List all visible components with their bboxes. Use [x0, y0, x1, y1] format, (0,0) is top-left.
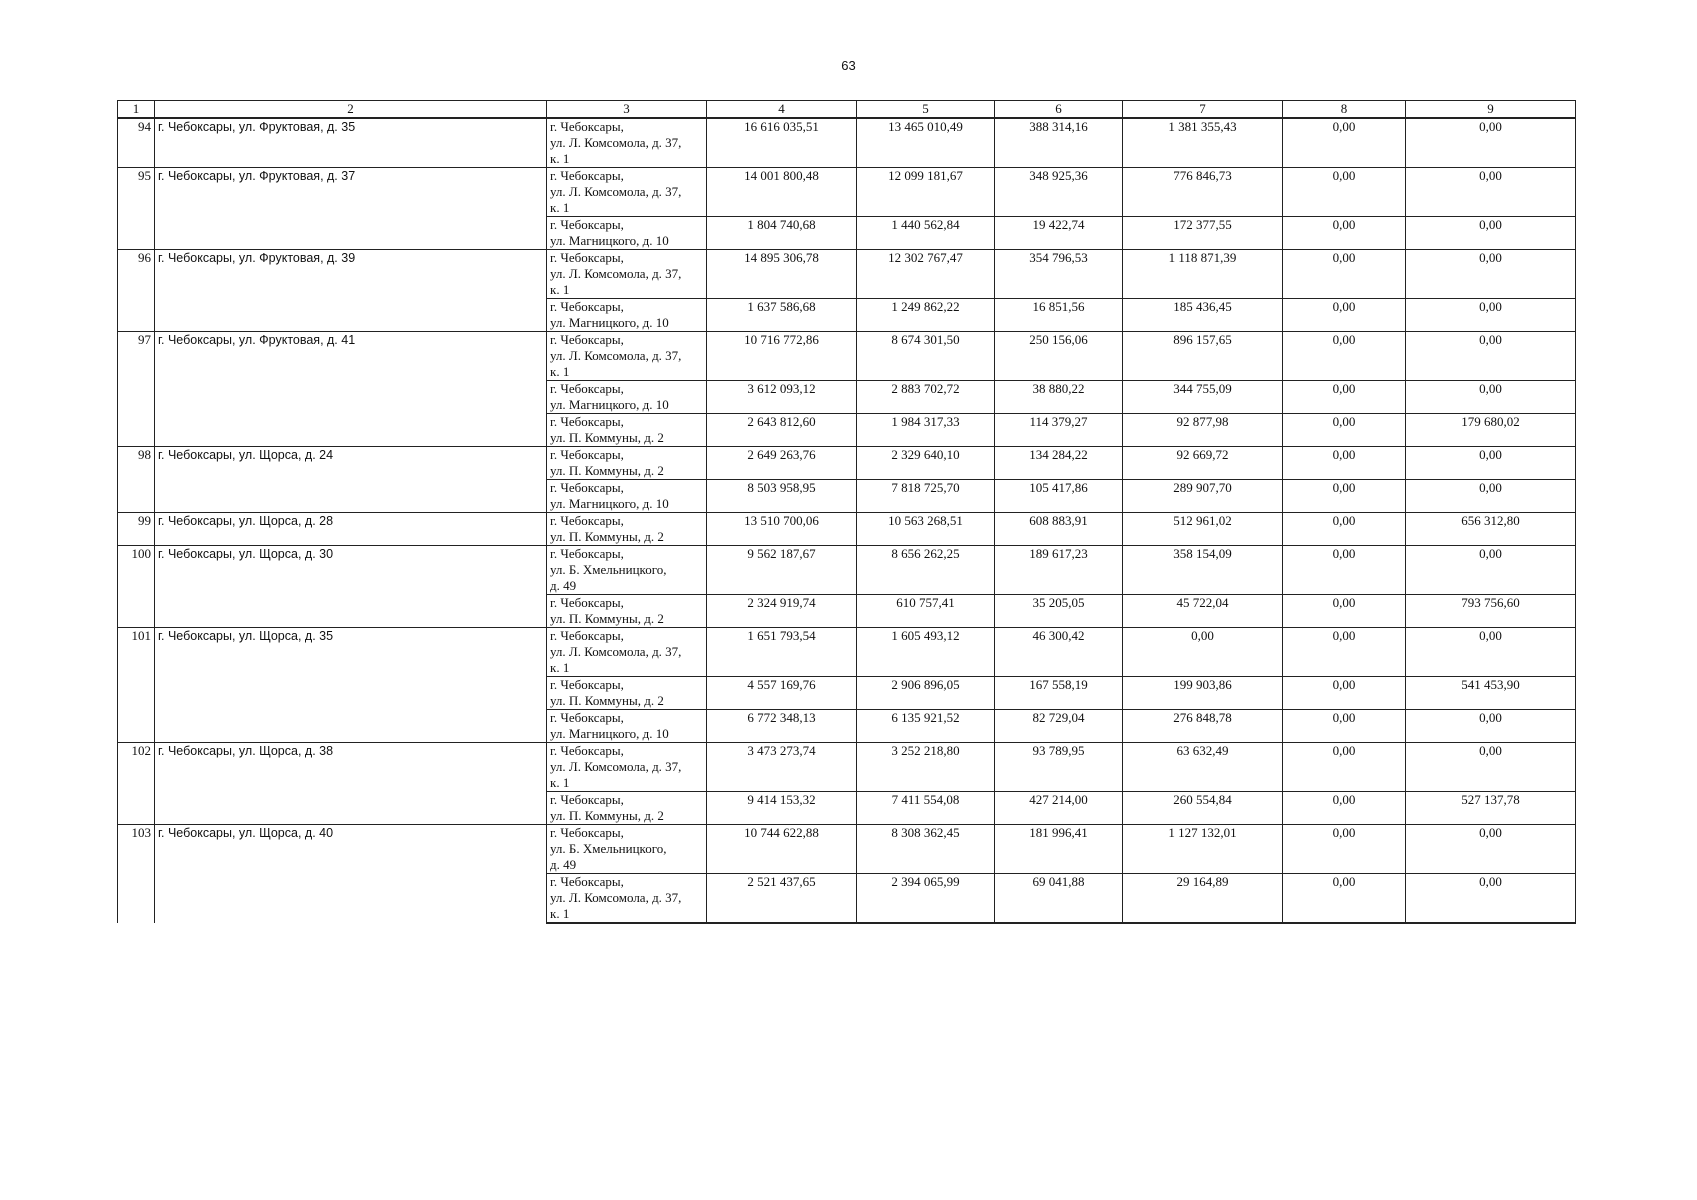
source-address-cell [547, 513, 707, 546]
value-cell-9: 0,00 [1406, 825, 1576, 874]
source-address-line: ул. Магницкого, д. 10 [550, 726, 669, 741]
source-address-line: г. Чебоксары, [550, 874, 624, 889]
source-address-line: ул. Л. Комсомола, д. 37, [550, 266, 682, 281]
address-cell: г. Чебоксары, ул. Щорса, д. 30 [155, 546, 547, 628]
value-cell-5: 2 906 896,05 [857, 677, 995, 710]
value-cell-7: 512 961,02 [1123, 513, 1283, 546]
value-cell-5: 1 249 862,22 [857, 299, 995, 332]
source-address-line: ул. Магницкого, д. 10 [550, 233, 669, 248]
value-cell-5: 6 135 921,52 [857, 710, 995, 743]
col-header-8: 8 [1283, 101, 1406, 119]
value-cell-5: 7 818 725,70 [857, 480, 995, 513]
source-address-line: ул. П. Коммуны, д. 2 [550, 611, 664, 626]
source-address-line: г. Чебоксары, [550, 217, 624, 232]
value-cell-4: 14 895 306,78 [707, 250, 857, 299]
source-address-line: г. Чебоксары, [550, 250, 624, 265]
value-cell-5: 13 465 010,49 [857, 118, 995, 168]
table-row [118, 743, 1576, 792]
value-cell-9: 0,00 [1406, 546, 1576, 595]
source-address-line: к. 1 [550, 660, 570, 675]
address-cell: г. Чебоксары, ул. Щорса, д. 28 [155, 513, 547, 546]
source-address-line: г. Чебоксары, [550, 792, 624, 807]
value-cell-6: 608 883,91 [995, 513, 1123, 546]
value-cell-6: 69 041,88 [995, 874, 1123, 924]
value-cell-7: 289 907,70 [1123, 480, 1283, 513]
value-cell-4: 13 510 700,06 [707, 513, 857, 546]
source-address-line: г. Чебоксары, [550, 743, 624, 758]
source-address-line: г. Чебоксары, [550, 513, 624, 528]
row-number: 100 [118, 546, 155, 628]
source-address-line: г. Чебоксары, [550, 710, 624, 725]
value-cell-8: 0,00 [1283, 677, 1406, 710]
value-cell-6: 354 796,53 [995, 250, 1123, 299]
row-number: 98 [118, 447, 155, 513]
table-row [118, 447, 1576, 480]
value-cell-8: 0,00 [1283, 447, 1406, 480]
source-address-line: ул. Л. Комсомола, д. 37, [550, 644, 682, 659]
source-address-line: г. Чебоксары, [550, 546, 624, 561]
value-cell-8: 0,00 [1283, 168, 1406, 217]
value-cell-5: 12 099 181,67 [857, 168, 995, 217]
source-address-cell [547, 381, 707, 414]
table-row [118, 168, 1576, 217]
source-address-cell [547, 874, 707, 924]
source-address-line: к. 1 [550, 364, 570, 379]
value-cell-8: 0,00 [1283, 480, 1406, 513]
value-cell-7: 358 154,09 [1123, 546, 1283, 595]
value-cell-6: 46 300,42 [995, 628, 1123, 677]
source-address-line: г. Чебоксары, [550, 825, 624, 840]
value-cell-7: 776 846,73 [1123, 168, 1283, 217]
value-cell-5: 2 883 702,72 [857, 381, 995, 414]
value-cell-5: 1 440 562,84 [857, 217, 995, 250]
source-address-cell [547, 447, 707, 480]
value-cell-9: 0,00 [1406, 299, 1576, 332]
value-cell-8: 0,00 [1283, 825, 1406, 874]
source-address-line: к. 1 [550, 282, 570, 297]
source-address-cell [547, 414, 707, 447]
value-cell-8: 0,00 [1283, 513, 1406, 546]
value-cell-7: 92 669,72 [1123, 447, 1283, 480]
value-cell-6: 348 925,36 [995, 168, 1123, 217]
source-address-line: к. 1 [550, 151, 570, 166]
source-address-line: к. 1 [550, 906, 570, 921]
table-row [118, 118, 1576, 168]
value-cell-4: 9 562 187,67 [707, 546, 857, 595]
source-address-line: г. Чебоксары, [550, 595, 624, 610]
data-table [117, 100, 1576, 924]
value-cell-5: 7 411 554,08 [857, 792, 995, 825]
value-cell-9: 0,00 [1406, 874, 1576, 924]
value-cell-4: 3 612 093,12 [707, 381, 857, 414]
source-address-line: г. Чебоксары, [550, 332, 624, 347]
value-cell-9: 0,00 [1406, 743, 1576, 792]
col-header-2: 2 [155, 101, 547, 119]
source-address-line: г. Чебоксары, [550, 628, 624, 643]
value-cell-9: 0,00 [1406, 381, 1576, 414]
source-address-line: г. Чебоксары, [550, 480, 624, 495]
source-address-line: г. Чебоксары, [550, 677, 624, 692]
source-address-line: г. Чебоксары, [550, 168, 624, 183]
col-header-1: 1 [118, 101, 155, 119]
value-cell-6: 167 558,19 [995, 677, 1123, 710]
source-address-cell [547, 332, 707, 381]
source-address-line: д. 49 [550, 857, 577, 872]
value-cell-9: 0,00 [1406, 118, 1576, 168]
value-cell-6: 114 379,27 [995, 414, 1123, 447]
source-address-line: ул. П. Коммуны, д. 2 [550, 808, 664, 823]
row-number: 97 [118, 332, 155, 447]
value-cell-7: 1 127 132,01 [1123, 825, 1283, 874]
source-address-line: ул. Магницкого, д. 10 [550, 496, 669, 511]
source-address-line: ул. Магницкого, д. 10 [550, 397, 669, 412]
row-number: 99 [118, 513, 155, 546]
table-row [118, 250, 1576, 299]
source-address-line: ул. П. Коммуны, д. 2 [550, 463, 664, 478]
value-cell-5: 12 302 767,47 [857, 250, 995, 299]
value-cell-7: 29 164,89 [1123, 874, 1283, 924]
value-cell-5: 3 252 218,80 [857, 743, 995, 792]
value-cell-8: 0,00 [1283, 118, 1406, 168]
value-cell-8: 0,00 [1283, 332, 1406, 381]
value-cell-4: 3 473 273,74 [707, 743, 857, 792]
value-cell-8: 0,00 [1283, 414, 1406, 447]
source-address-line: к. 1 [550, 775, 570, 790]
value-cell-7: 199 903,86 [1123, 677, 1283, 710]
source-address-cell [547, 250, 707, 299]
address-cell: г. Чебоксары, ул. Щорса, д. 35 [155, 628, 547, 743]
value-cell-8: 0,00 [1283, 250, 1406, 299]
value-cell-8: 0,00 [1283, 546, 1406, 595]
source-address-line: ул. П. Коммуны, д. 2 [550, 430, 664, 445]
value-cell-6: 93 789,95 [995, 743, 1123, 792]
table-body [118, 118, 1576, 923]
value-cell-5: 8 674 301,50 [857, 332, 995, 381]
row-number: 103 [118, 825, 155, 924]
source-address-line: д. 49 [550, 578, 577, 593]
value-cell-4: 1 651 793,54 [707, 628, 857, 677]
value-cell-9: 793 756,60 [1406, 595, 1576, 628]
value-cell-9: 527 137,78 [1406, 792, 1576, 825]
address-cell: г. Чебоксары, ул. Щорса, д. 38 [155, 743, 547, 825]
value-cell-8: 0,00 [1283, 595, 1406, 628]
value-cell-9: 179 680,02 [1406, 414, 1576, 447]
value-cell-9: 0,00 [1406, 628, 1576, 677]
value-cell-9: 656 312,80 [1406, 513, 1576, 546]
source-address-cell [547, 118, 707, 168]
value-cell-4: 1 804 740,68 [707, 217, 857, 250]
address-cell: г. Чебоксары, ул. Фруктовая, д. 37 [155, 168, 547, 250]
value-cell-8: 0,00 [1283, 710, 1406, 743]
source-address-cell [547, 299, 707, 332]
address-cell: г. Чебоксары, ул. Фруктовая, д. 39 [155, 250, 547, 332]
value-cell-6: 82 729,04 [995, 710, 1123, 743]
value-cell-9: 0,00 [1406, 480, 1576, 513]
table-row [118, 825, 1576, 874]
table-row [118, 332, 1576, 381]
value-cell-6: 427 214,00 [995, 792, 1123, 825]
source-address-line: ул. Магницкого, д. 10 [550, 315, 669, 330]
source-address-cell [547, 792, 707, 825]
value-cell-5: 8 308 362,45 [857, 825, 995, 874]
value-cell-8: 0,00 [1283, 874, 1406, 924]
value-cell-5: 2 329 640,10 [857, 447, 995, 480]
table-row [118, 513, 1576, 546]
value-cell-7: 45 722,04 [1123, 595, 1283, 628]
value-cell-5: 8 656 262,25 [857, 546, 995, 595]
address-cell: г. Чебоксары, ул. Щорса, д. 24 [155, 447, 547, 513]
table-row [118, 546, 1576, 595]
source-address-cell [547, 743, 707, 792]
source-address-line: г. Чебоксары, [550, 414, 624, 429]
value-cell-7: 1 381 355,43 [1123, 118, 1283, 168]
value-cell-6: 250 156,06 [995, 332, 1123, 381]
value-cell-9: 0,00 [1406, 710, 1576, 743]
header-row [118, 101, 1576, 119]
value-cell-7: 260 554,84 [1123, 792, 1283, 825]
col-header-6: 6 [995, 101, 1123, 119]
col-header-7: 7 [1123, 101, 1283, 119]
source-address-cell [547, 595, 707, 628]
value-cell-6: 134 284,22 [995, 447, 1123, 480]
value-cell-6: 189 617,23 [995, 546, 1123, 595]
source-address-line: г. Чебоксары, [550, 447, 624, 462]
table-row [118, 628, 1576, 677]
value-cell-4: 4 557 169,76 [707, 677, 857, 710]
source-address-line: ул. Б. Хмельницкого, [550, 562, 667, 577]
value-cell-8: 0,00 [1283, 381, 1406, 414]
value-cell-6: 19 422,74 [995, 217, 1123, 250]
col-header-9: 9 [1406, 101, 1576, 119]
value-cell-5: 1 605 493,12 [857, 628, 995, 677]
value-cell-4: 2 324 919,74 [707, 595, 857, 628]
value-cell-7: 344 755,09 [1123, 381, 1283, 414]
value-cell-9: 0,00 [1406, 250, 1576, 299]
address-cell: г. Чебоксары, ул. Фруктовая, д. 35 [155, 118, 547, 168]
source-address-cell [547, 677, 707, 710]
source-address-line: г. Чебоксары, [550, 299, 624, 314]
source-address-line: ул. Б. Хмельницкого, [550, 841, 667, 856]
row-number: 96 [118, 250, 155, 332]
source-address-cell [547, 710, 707, 743]
source-address-cell [547, 628, 707, 677]
source-address-line: ул. Л. Комсомола, д. 37, [550, 135, 682, 150]
address-cell: г. Чебоксары, ул. Фруктовая, д. 41 [155, 332, 547, 447]
source-address-cell [547, 217, 707, 250]
source-address-line: г. Чебоксары, [550, 119, 624, 134]
row-number: 101 [118, 628, 155, 743]
col-header-4: 4 [707, 101, 857, 119]
value-cell-4: 10 744 622,88 [707, 825, 857, 874]
value-cell-4: 14 001 800,48 [707, 168, 857, 217]
address-cell: г. Чебоксары, ул. Щорса, д. 40 [155, 825, 547, 924]
value-cell-9: 0,00 [1406, 332, 1576, 381]
value-cell-6: 16 851,56 [995, 299, 1123, 332]
value-cell-7: 1 118 871,39 [1123, 250, 1283, 299]
source-address-line: ул. Л. Комсомола, д. 37, [550, 890, 682, 905]
value-cell-4: 6 772 348,13 [707, 710, 857, 743]
value-cell-7: 276 848,78 [1123, 710, 1283, 743]
value-cell-7: 172 377,55 [1123, 217, 1283, 250]
value-cell-5: 610 757,41 [857, 595, 995, 628]
source-address-line: ул. Л. Комсомола, д. 37, [550, 759, 682, 774]
value-cell-4: 9 414 153,32 [707, 792, 857, 825]
source-address-line: г. Чебоксары, [550, 381, 624, 396]
value-cell-6: 181 996,41 [995, 825, 1123, 874]
value-cell-4: 2 649 263,76 [707, 447, 857, 480]
value-cell-8: 0,00 [1283, 792, 1406, 825]
value-cell-5: 1 984 317,33 [857, 414, 995, 447]
source-address-line: ул. Л. Комсомола, д. 37, [550, 184, 682, 199]
row-number: 95 [118, 168, 155, 250]
source-address-cell [547, 825, 707, 874]
value-cell-8: 0,00 [1283, 743, 1406, 792]
col-header-5: 5 [857, 101, 995, 119]
value-cell-4: 2 643 812,60 [707, 414, 857, 447]
source-address-cell [547, 546, 707, 595]
value-cell-7: 185 436,45 [1123, 299, 1283, 332]
value-cell-6: 388 314,16 [995, 118, 1123, 168]
value-cell-6: 35 205,05 [995, 595, 1123, 628]
value-cell-7: 63 632,49 [1123, 743, 1283, 792]
value-cell-4: 8 503 958,95 [707, 480, 857, 513]
value-cell-9: 541 453,90 [1406, 677, 1576, 710]
value-cell-4: 10 716 772,86 [707, 332, 857, 381]
row-number: 94 [118, 118, 155, 168]
page-number: 63 [841, 58, 856, 73]
value-cell-7: 92 877,98 [1123, 414, 1283, 447]
source-address-cell [547, 168, 707, 217]
source-address-line: ул. П. Коммуны, д. 2 [550, 529, 664, 544]
value-cell-6: 38 880,22 [995, 381, 1123, 414]
source-address-cell [547, 480, 707, 513]
value-cell-5: 2 394 065,99 [857, 874, 995, 924]
value-cell-8: 0,00 [1283, 628, 1406, 677]
value-cell-4: 1 637 586,68 [707, 299, 857, 332]
value-cell-6: 105 417,86 [995, 480, 1123, 513]
source-address-line: ул. Л. Комсомола, д. 37, [550, 348, 682, 363]
col-header-3: 3 [547, 101, 707, 119]
value-cell-4: 2 521 437,65 [707, 874, 857, 924]
row-number: 102 [118, 743, 155, 825]
value-cell-9: 0,00 [1406, 447, 1576, 480]
value-cell-7: 0,00 [1123, 628, 1283, 677]
value-cell-8: 0,00 [1283, 217, 1406, 250]
value-cell-9: 0,00 [1406, 217, 1576, 250]
value-cell-9: 0,00 [1406, 168, 1576, 217]
value-cell-4: 16 616 035,51 [707, 118, 857, 168]
source-address-line: к. 1 [550, 200, 570, 215]
value-cell-8: 0,00 [1283, 299, 1406, 332]
value-cell-5: 10 563 268,51 [857, 513, 995, 546]
value-cell-7: 896 157,65 [1123, 332, 1283, 381]
source-address-line: ул. П. Коммуны, д. 2 [550, 693, 664, 708]
